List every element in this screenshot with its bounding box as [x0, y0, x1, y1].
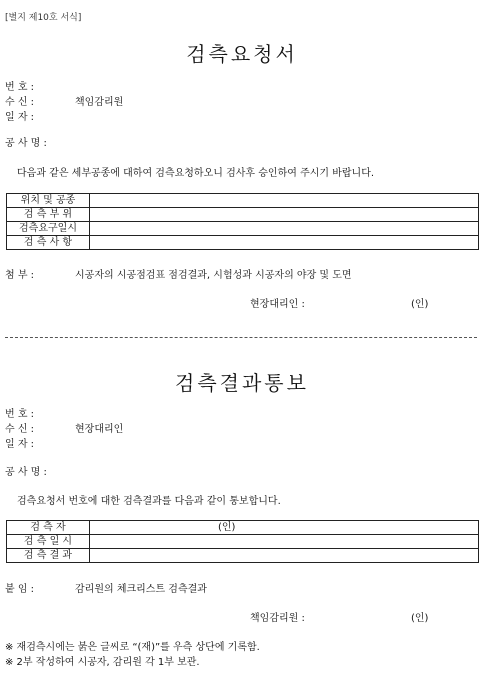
- result-date-label: 일 자 :: [5, 439, 35, 450]
- cut-line-divider: [5, 337, 477, 338]
- result-title: 검측결과통보: [175, 371, 309, 395]
- inspector-seal: (인): [218, 522, 236, 533]
- table-input-cell: [90, 194, 479, 208]
- note-1: ※ 재검측시에는 붉은 글씨로 “(재)”를 우측 상단에 기록함.: [5, 642, 260, 653]
- table-header-cell: 검측요구일시: [7, 222, 90, 236]
- result-attachment-label: 붙 임 :: [5, 584, 35, 595]
- table-header-cell: 검 측 사 항: [7, 236, 90, 250]
- table-row: [7, 236, 479, 250]
- result-attachment-value: 감리원의 체크리스트 검측결과: [75, 584, 207, 595]
- result-recipient-value: 현장대리인: [75, 424, 124, 435]
- request-signer-label: 현장대리인 :: [250, 299, 305, 310]
- table-row: [7, 521, 479, 535]
- table-input-cell: [90, 549, 479, 563]
- result-number-label: 번 호 :: [5, 409, 35, 420]
- table-header-cell: 검 측 일 시: [7, 535, 90, 549]
- result-signer-label: 책임감리원 :: [250, 613, 305, 624]
- request-seal: (인): [411, 299, 429, 310]
- request-statement: 다음과 같은 세부공종에 대하여 검측요청하오니 검사후 승인하여 주시기 바랍니다.: [17, 168, 375, 179]
- result-seal: (인): [411, 613, 429, 624]
- table-header-cell: 검 측 부 위: [7, 208, 90, 222]
- table-header-cell: 검 측 결 과: [7, 549, 90, 563]
- request-table: [6, 193, 479, 250]
- table-header-cell: 검 측 자: [7, 521, 90, 535]
- request-date-label: 일 자 :: [5, 112, 35, 123]
- table-row: [7, 549, 479, 563]
- result-project-label: 공 사 명 :: [5, 467, 47, 478]
- note-2: ※ 2부 작성하여 시공자, 감리원 각 1부 보관.: [5, 657, 200, 668]
- table-input-cell: [90, 521, 479, 535]
- table-row: [7, 194, 479, 208]
- request-project-label: 공 사 명 :: [5, 138, 47, 149]
- request-number-label: 번 호 :: [5, 82, 35, 93]
- form-number: [별지 제10호 서식]: [5, 13, 82, 23]
- table-input-cell: [90, 222, 479, 236]
- request-title: 검측요청서: [186, 42, 298, 66]
- table-header-cell: 위치 및 공종: [7, 194, 90, 208]
- result-table: [6, 520, 479, 563]
- table-input-cell: [90, 535, 479, 549]
- request-attachment-label: 첨 부 :: [5, 270, 35, 281]
- table-row: [7, 535, 479, 549]
- table-row: [7, 208, 479, 222]
- request-recipient-value: 책임감리원: [75, 97, 124, 108]
- table-input-cell: [90, 236, 479, 250]
- table-input-cell: [90, 208, 479, 222]
- request-recipient-label: 수 신 :: [5, 97, 35, 108]
- result-statement: 검측요청서 번호에 대한 검측결과를 다음과 같이 통보합니다.: [17, 496, 281, 507]
- table-row: [7, 222, 479, 236]
- result-recipient-label: 수 신 :: [5, 424, 35, 435]
- request-attachment-value: 시공자의 시공점검표 점검결과, 시험성과 시공자의 야장 및 도면: [75, 270, 352, 281]
